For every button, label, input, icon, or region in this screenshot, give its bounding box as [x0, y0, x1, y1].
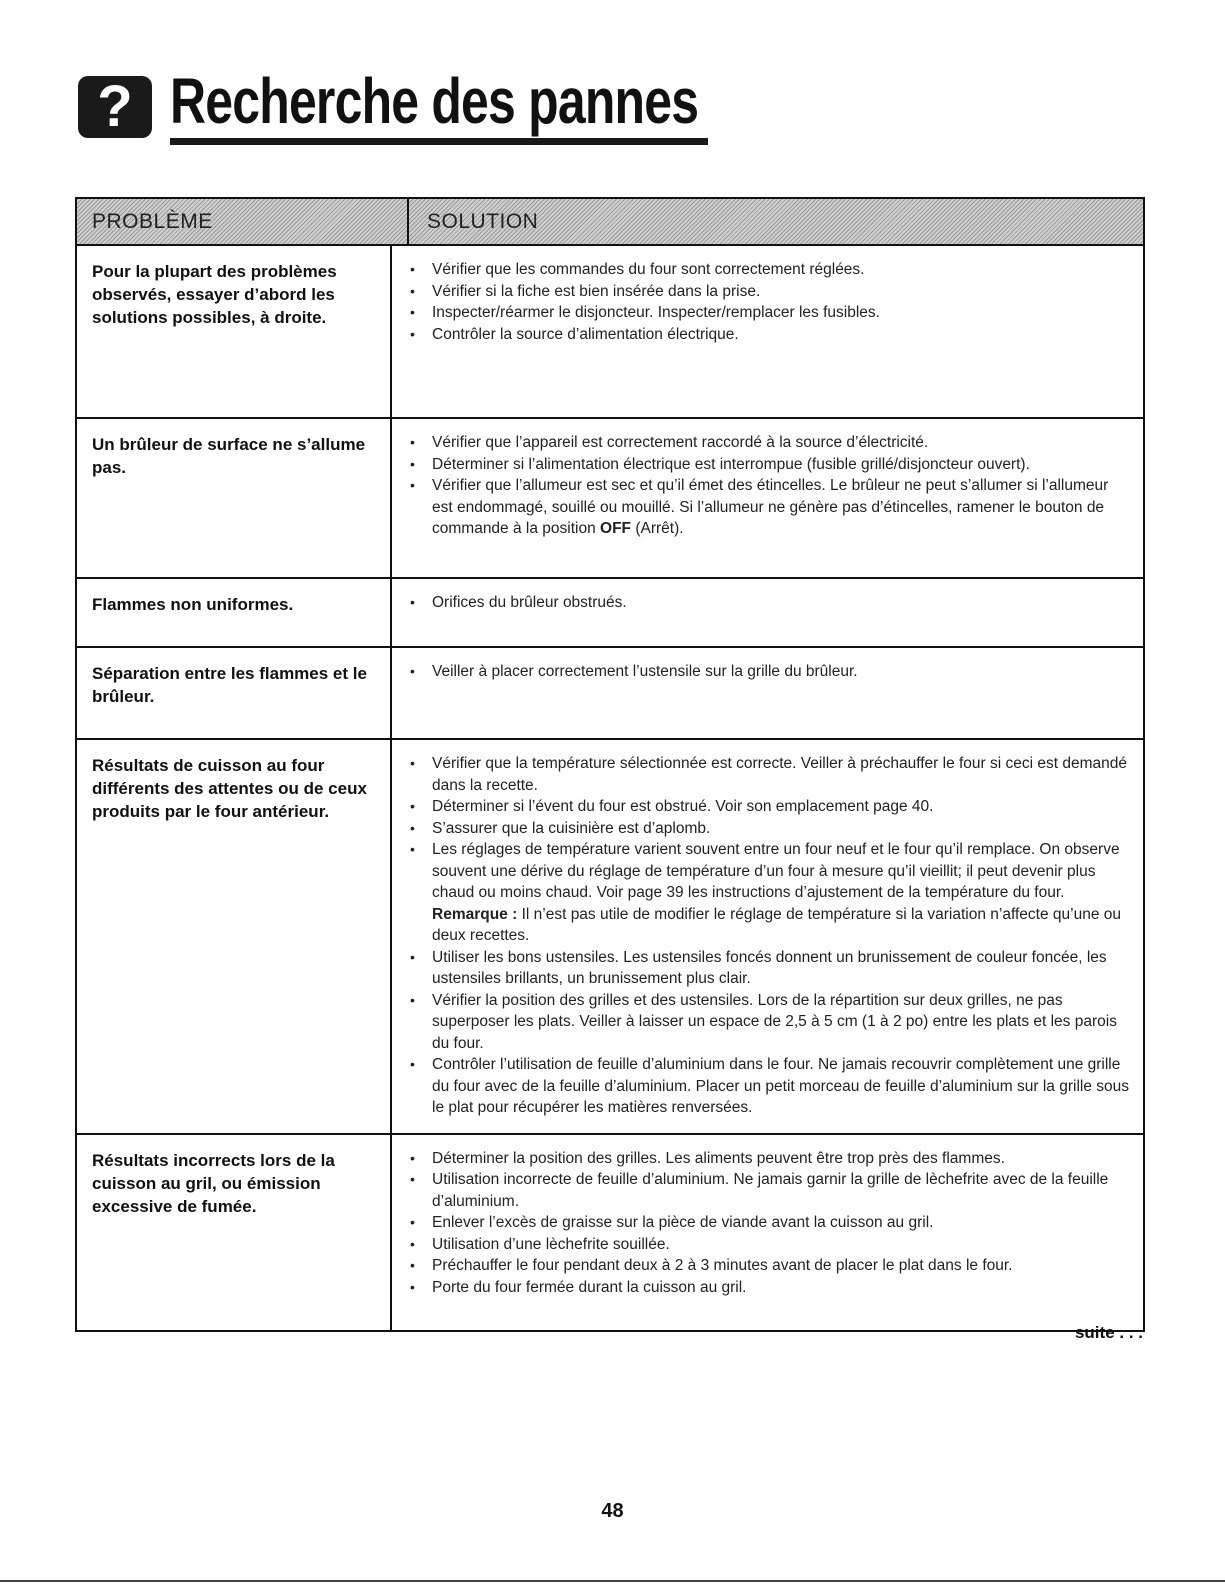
- page-header: [78, 65, 699, 152]
- problem-cell: Un brûleur de surface ne s’allume pas.: [77, 419, 392, 577]
- table-row: [77, 648, 1143, 740]
- troubleshooting-table: [75, 197, 1145, 1332]
- solution-item: • Contrôler l’utilisation de feuille d’aluminium dans le four. Ne jamais recouvrir complètement une grille du four avec de la feuille d’aluminium. Placer un petit morceau de feuille d’aluminium sur la grille sous le plat pour récupérer les matières renversées.: [406, 1054, 1131, 1119]
- table-row: [77, 1135, 1143, 1330]
- solution-item: • Utilisation d’une lèchefrite souillée.: [406, 1234, 1131, 1256]
- solution-cell: [392, 419, 1143, 577]
- table-header: [77, 199, 1143, 246]
- page-number: 48: [601, 1500, 624, 1522]
- solution-item: • Déterminer la position des grilles. Les aliments peuvent être trop près des flammes.: [406, 1148, 1131, 1170]
- solution-item: • Inspecter/réarmer le disjoncteur. Inspecter/remplacer les fusibles.: [406, 302, 1131, 324]
- solution-cell: [392, 579, 1143, 646]
- table-row: [77, 740, 1143, 1135]
- solution-item: • Vérifier la position des grilles et des ustensiles. Lors de la répartition sur deux grilles, ne pas superposer les plats. Veiller à laisser un espace de 2,5 à 5 cm (1 à 2 po) entre les plats et les parois du four.: [406, 990, 1131, 1055]
- bottom-divider: [0, 1580, 1225, 1582]
- question-icon: ?: [78, 76, 152, 138]
- solution-cell: [392, 1135, 1143, 1330]
- solution-list: [406, 592, 1131, 614]
- solution-item: • Vérifier que l’allumeur est sec et qu’il émet des étincelles. Le brûleur ne peut s’allumer si l’allumeur est endommagé, souillé ou mouillé. Si l’allumeur ne génère pas d’étincelles, ramener le bouton de commande à la position OFF (Arrêt).: [406, 475, 1131, 540]
- solution-list: [406, 1148, 1131, 1299]
- column-header-problem: PROBLÈME: [77, 199, 409, 244]
- solution-item: • Les réglages de température varient souvent entre un four neuf et le four qu’il remplace. On observe souvent une dérive du réglage de température d’un four à mesure qu’il vieillit; il peut devenir plus chaud ou moins chaud. Voir page 39 les instructions d’ajustement de la température du four. Remarque : Il n’est pas utile de modifier le réglage de température si la variation n’affecte qu’une ou deux recettes.: [406, 839, 1131, 947]
- solution-list: [406, 753, 1131, 1119]
- solution-cell: [392, 740, 1143, 1133]
- solution-item: • Porte du four fermée durant la cuisson au gril.: [406, 1277, 1131, 1299]
- solution-list: [406, 661, 1131, 683]
- solution-item: • Utiliser les bons ustensiles. Les ustensiles foncés donnent un brunissement de couleur foncée, les ustensiles brillants, un brunissement plus clair.: [406, 947, 1131, 990]
- solution-item: • Vérifier si la fiche est bien insérée dans la prise.: [406, 281, 1131, 303]
- solution-list: [406, 432, 1131, 540]
- title-underline: [170, 138, 708, 145]
- solution-item: • Déterminer si l’alimentation électrique est interrompue (fusible grillé/disjoncteur ouvert).: [406, 454, 1131, 476]
- solution-item: • Orifices du brûleur obstrués.: [406, 592, 1131, 614]
- solution-cell: [392, 246, 1143, 417]
- solution-item: • Veiller à placer correctement l’ustensile sur la grille du brûleur.: [406, 661, 1131, 683]
- column-header-solution: SOLUTION: [427, 209, 539, 233]
- solution-item: • Vérifier que la température sélectionnée est correcte. Veiller à préchauffer le four si ceci est demandé dans la recette.: [406, 753, 1131, 796]
- solution-item: • Préchauffer le four pendant deux à 2 à 3 minutes avant de placer le plat dans le four.: [406, 1255, 1131, 1277]
- solution-item: • Enlever l’excès de graisse sur la pièce de viande avant la cuisson au gril.: [406, 1212, 1131, 1234]
- solution-item: • Vérifier que les commandes du four sont correctement réglées.: [406, 259, 1131, 281]
- solution-item: • S’assurer que la cuisinière est d’aplomb.: [406, 818, 1131, 840]
- table-row: [77, 419, 1143, 579]
- problem-cell: Pour la plupart des problèmes observés, essayer d’abord les solutions possibles, à droite.: [77, 246, 392, 417]
- table-body: [77, 246, 1143, 1330]
- problem-cell: Résultats incorrects lors de la cuisson au gril, ou émission excessive de fumée.: [77, 1135, 392, 1330]
- table-row: [77, 579, 1143, 648]
- solution-item: • Contrôler la source d’alimentation électrique.: [406, 324, 1131, 346]
- solution-item: • Vérifier que l’appareil est correctement raccordé à la source d’électricité.: [406, 432, 1131, 454]
- solution-cell: [392, 648, 1143, 738]
- table-row: [77, 246, 1143, 419]
- problem-cell: Séparation entre les flammes et le brûleur.: [77, 648, 392, 738]
- problem-cell: Résultats de cuisson au four différents des attentes ou de ceux produits par le four antérieur.: [77, 740, 392, 1133]
- continued-label: suite . . .: [1074, 1323, 1143, 1342]
- solution-item: • Utilisation incorrecte de feuille d’aluminium. Ne jamais garnir la grille de lèchefrite avec de la feuille d’aluminium.: [406, 1169, 1131, 1212]
- solution-list: [406, 259, 1131, 345]
- problem-cell: Flammes non uniformes.: [77, 579, 392, 646]
- solution-item: • Déterminer si l’évent du four est obstrué. Voir son emplacement page 40.: [406, 796, 1131, 818]
- page-title: Recherche des pannes: [170, 65, 699, 137]
